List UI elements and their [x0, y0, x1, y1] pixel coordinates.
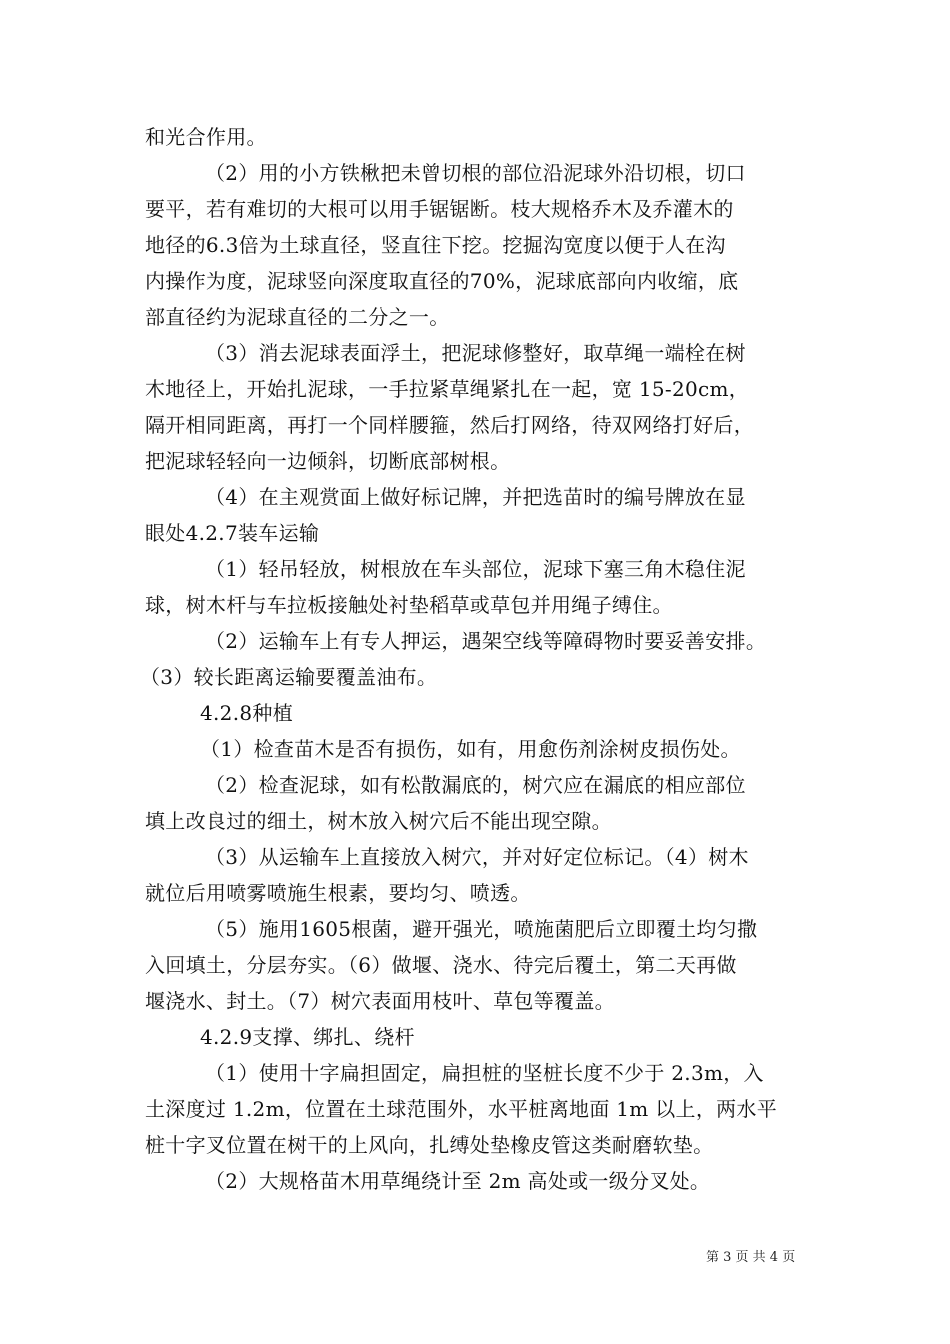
text-line: 地径的6.3倍为土球直径，竖直往下挖。挖掘沟宽度以便于人在沟 [145, 233, 726, 257]
text-line: （2）用的小方铁楸把未曾切根的部位沿泥球外沿切根，切口 [205, 161, 746, 185]
text-line: 部直径约为泥球直径的二分之一。 [145, 305, 450, 329]
text-line: （5）施用1605根菌，避开强光，喷施菌肥后立即覆土均匀撒 [205, 917, 758, 941]
page-number: 第 3 页 共 4 页 [706, 1250, 796, 1265]
text-line: 要平，若有难切的大根可以用手锯锯断。枝大规格乔木及乔灌木的 [145, 197, 734, 221]
text-line: （3）较长距离运输要覆盖油布。 [140, 665, 438, 689]
text-line: （2）运输车上有专人押运，遇架空线等障碍物时要妥善安排。 [205, 629, 767, 653]
text-line: （2）检查泥球，如有松散漏底的，树穴应在漏底的相应部位 [205, 773, 746, 797]
text-line: 隔开相同距离，再打一个同样腰箍，然后打网络，待双网络打好后， [145, 413, 754, 437]
text-line: 眼处4.2.7装车运输 [145, 521, 320, 545]
text-line: （3）消去泥球表面浮土，把泥球修整好，取草绳一端栓在树 [205, 341, 746, 365]
text-line: 就位后用喷雾喷施生根素，要均匀、喷透。 [145, 881, 531, 905]
text-line: 球，树木杆与车拉板接触处衬垫稻草或草包并用绳子缚住。 [145, 593, 673, 617]
text-line: （1）使用十字扁担固定，扁担桩的坚桩长度不少于 2.3m，入 [205, 1061, 764, 1085]
text-line: （1）轻吊轻放，树根放在车头部位，泥球下塞三角木稳住泥 [205, 557, 746, 581]
text-line: 土深度过 1.2m，位置在土球范围外，水平桩离地面 1m 以上，两水平 [145, 1097, 778, 1121]
text-line: 和光合作用。 [145, 125, 267, 149]
text-line: 堰浇水、封土。（7）树穴表面用枝叶、草包等覆盖。 [145, 989, 615, 1013]
text-line: 内操作为度，泥球竖向深度取直径的70%，泥球底部向内收缩，底 [145, 269, 739, 293]
text-line: 填上改良过的细土，树木放入树穴后不能出现空隙。 [145, 809, 612, 833]
text-line: （4）在主观赏面上做好标记牌，并把选苗时的编号牌放在显 [205, 485, 746, 509]
text-line: （1）检查苗木是否有损伤，如有，用愈伤剂涂树皮损伤处。 [200, 737, 741, 761]
text-line: 把泥球轻轻向一边倾斜，切断底部树根。 [145, 449, 511, 473]
text-line: （2）大规格苗木用草绳绕计至 2m 高处或一级分叉处。 [205, 1169, 711, 1193]
text-line: 入回填土，分层夯实。（6）做堰、浇水、待完后覆土，第二天再做 [145, 953, 737, 977]
section-heading: 4.2.9支撑、绑扎、绕杆 [200, 1025, 415, 1049]
text-line: 桩十字叉位置在树干的上风向，扎缚处垫橡皮管这类耐磨软垫。 [145, 1133, 714, 1157]
text-line: （3）从运输车上直接放入树穴，并对好定位标记。（4）树木 [205, 845, 749, 869]
section-heading: 4.2.8种植 [200, 701, 293, 725]
text-line: 木地径上，开始扎泥球，一手拉紧草绳紧扎在一起，宽 15-20cm， [145, 377, 750, 401]
